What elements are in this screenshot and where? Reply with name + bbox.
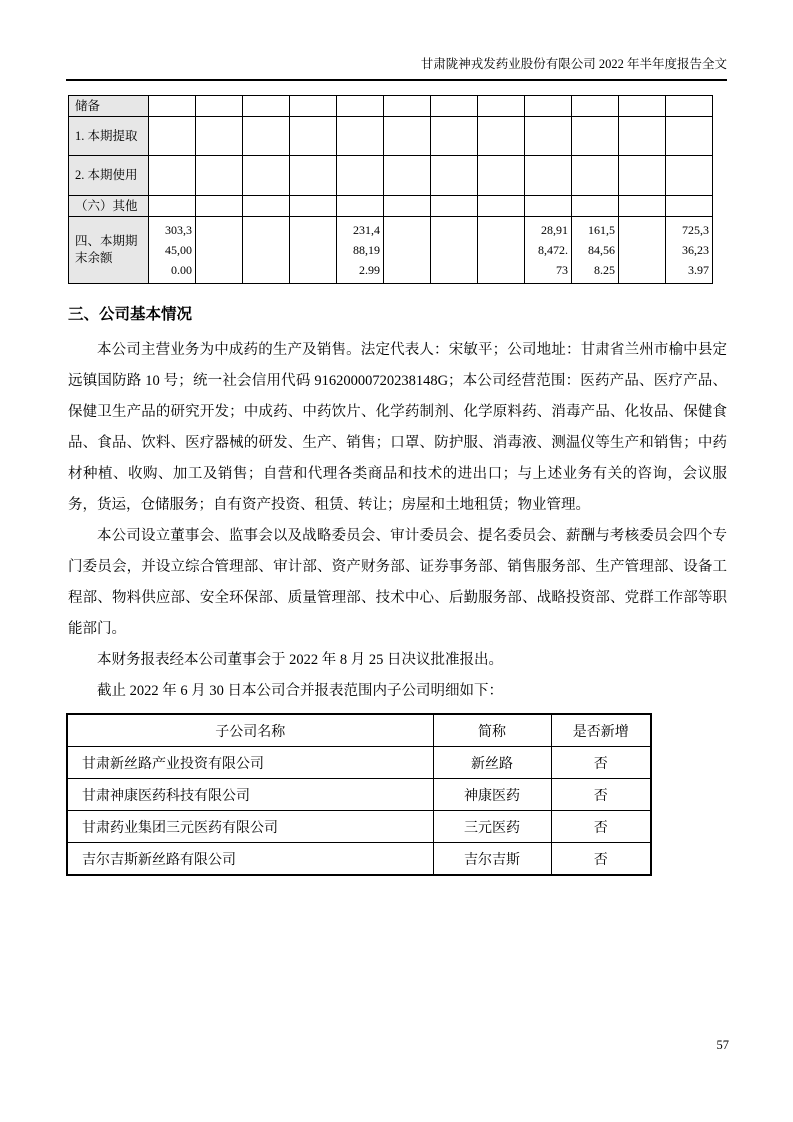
equity-table-row: [69, 96, 713, 117]
equity-empty-cell: [290, 217, 337, 284]
equity-empty-cell: [149, 96, 196, 117]
equity-empty-cell: [525, 96, 572, 117]
subsidiary-short-name: 神康医药: [433, 779, 551, 811]
equity-value-cell: 231,488,192.99: [337, 217, 384, 284]
equity-empty-cell: [384, 156, 431, 196]
body-paragraph-3: 本财务报表经本公司董事会于 2022 年 8 月 25 日决议批准报出。: [97, 652, 503, 668]
equity-empty-cell: [431, 117, 478, 156]
equity-table-row: [69, 156, 713, 196]
equity-row-label: 储备: [69, 96, 149, 117]
equity-empty-cell: [196, 156, 243, 196]
equity-empty-cell: [666, 196, 713, 217]
equity-table-row: [69, 196, 713, 217]
equity-table: [68, 95, 713, 284]
equity-empty-cell: [337, 96, 384, 117]
subsidiary-row: [67, 811, 651, 843]
equity-empty-cell: [619, 217, 666, 284]
equity-empty-cell: [525, 196, 572, 217]
equity-empty-cell: [619, 96, 666, 117]
equity-empty-cell: [149, 117, 196, 156]
subsidiary-row: [67, 747, 651, 779]
equity-empty-cell: [290, 117, 337, 156]
equity-empty-cell: [196, 196, 243, 217]
equity-empty-cell: [478, 156, 525, 196]
subsidiary-is-new: 否: [551, 843, 651, 876]
subsidiary-is-new: 否: [551, 811, 651, 843]
equity-value-cell: 28,918,472.73: [525, 217, 572, 284]
document-header-title: 甘肃陇神戎发药业股份有限公司 2022 年半年度报告全文: [66, 56, 727, 81]
subsidiaries-table: [66, 713, 652, 876]
subsidiaries-column-header: 子公司名称: [67, 714, 433, 747]
equity-empty-cell: [384, 217, 431, 284]
equity-empty-cell: [243, 196, 290, 217]
equity-empty-cell: [478, 196, 525, 217]
equity-empty-cell: [666, 156, 713, 196]
equity-empty-cell: [525, 117, 572, 156]
page-number: 57: [716, 1038, 729, 1052]
body-paragraph-4: 截止 2022 年 6 月 30 日本公司合并报表范围内子公司明细如下：: [97, 683, 503, 699]
subsidiary-row: [67, 779, 651, 811]
equity-value-cell: 725,336,233.97: [666, 217, 713, 284]
equity-empty-cell: [572, 117, 619, 156]
equity-empty-cell: [572, 196, 619, 217]
equity-empty-cell: [572, 156, 619, 196]
equity-empty-cell: [478, 217, 525, 284]
equity-row-label: 2. 本期使用: [69, 156, 149, 196]
subsidiaries-column-header: 是否新增: [551, 714, 651, 747]
subsidiary-row: [67, 843, 651, 876]
subsidiaries-table-body: [67, 747, 651, 876]
equity-empty-cell: [431, 96, 478, 117]
equity-empty-cell: [337, 117, 384, 156]
equity-table-body: [69, 96, 713, 284]
equity-empty-cell: [243, 117, 290, 156]
equity-empty-cell: [619, 196, 666, 217]
equity-empty-cell: [431, 196, 478, 217]
equity-row-label: 1. 本期提取: [69, 117, 149, 156]
equity-empty-cell: [149, 156, 196, 196]
equity-empty-cell: [572, 96, 619, 117]
equity-empty-cell: [243, 217, 290, 284]
equity-empty-cell: [666, 96, 713, 117]
equity-empty-cell: [290, 196, 337, 217]
subsidiary-name: 甘肃新丝路产业投资有限公司: [67, 747, 433, 779]
equity-empty-cell: [384, 96, 431, 117]
subsidiary-name: 吉尔吉斯新丝路有限公司: [67, 843, 433, 876]
equity-empty-cell: [525, 156, 572, 196]
equity-empty-cell: [384, 117, 431, 156]
body-paragraph-1: 本公司主营业务为中成药的生产及销售。法定代表人：宋敏平；公司地址：甘肃省兰州市榆中县定远镇国防路 10 号；统一社会信用代码 91620000720238148G；本公司经营范围：医药产品、医疗产品、保健卫生产品的研究开发；中成药、中药饮片、化学药制剂、化学原料药、消毒产品、化妆品、保健食品、食品、饮料、医疗器械的研发、生产、销售；口罩、防护服、消毒液、测温仪等生产和销售；中药材种植、收购、加工及销售；自营和代理各类商品和技术的进出口；与上述业务有关的咨询，会议服务，货运，仓储服务；自有资产投资、租赁、转让；房屋和土地租赁；物业管理。: [68, 342, 727, 513]
equity-empty-cell: [337, 196, 384, 217]
equity-empty-cell: [431, 156, 478, 196]
equity-empty-cell: [431, 217, 478, 284]
equity-empty-cell: [243, 156, 290, 196]
equity-empty-cell: [290, 156, 337, 196]
subsidiary-is-new: 否: [551, 747, 651, 779]
equity-empty-cell: [196, 117, 243, 156]
equity-empty-cell: [384, 196, 431, 217]
equity-empty-cell: [478, 117, 525, 156]
equity-empty-cell: [196, 96, 243, 117]
equity-empty-cell: [196, 217, 243, 284]
equity-empty-cell: [243, 96, 290, 117]
subsidiaries-table-head-row: [67, 714, 651, 747]
subsidiary-short-name: 吉尔吉斯: [433, 843, 551, 876]
subsidiary-is-new: 否: [551, 779, 651, 811]
subsidiary-short-name: 三元医药: [433, 811, 551, 843]
subsidiary-name: 甘肃药业集团三元医药有限公司: [67, 811, 433, 843]
equity-empty-cell: [619, 117, 666, 156]
page-content: [66, 0, 727, 876]
equity-value-cell: 161,584,568.25: [572, 217, 619, 284]
subsidiaries-column-header: 简称: [433, 714, 551, 747]
equity-row-label: 四、本期期末余额: [69, 217, 149, 284]
equity-empty-cell: [619, 156, 666, 196]
body-paragraph-2: 本公司设立董事会、监事会以及战略委员会、审计委员会、提名委员会、薪酬与考核委员会四个专门委员会，并设立综合管理部、审计部、资产财务部、证券事务部、销售服务部、生产管理部、设备工程部、物料供应部、安全环保部、质量管理部、技术中心、后勤服务部、战略投资部、党群工作部等职能部门。: [68, 528, 727, 637]
equity-value-cell: 303,345,000.00: [149, 217, 196, 284]
equity-empty-cell: [290, 96, 337, 117]
equity-empty-cell: [478, 96, 525, 117]
equity-empty-cell: [337, 156, 384, 196]
subsidiary-short-name: 新丝路: [433, 747, 551, 779]
equity-empty-cell: [149, 196, 196, 217]
section-heading: 三、公司基本情况: [68, 306, 193, 323]
equity-empty-cell: [666, 117, 713, 156]
subsidiary-name: 甘肃神康医药科技有限公司: [67, 779, 433, 811]
equity-row-label: （六）其他: [69, 196, 149, 217]
equity-table-row: [69, 117, 713, 156]
equity-table-row: [69, 217, 713, 284]
